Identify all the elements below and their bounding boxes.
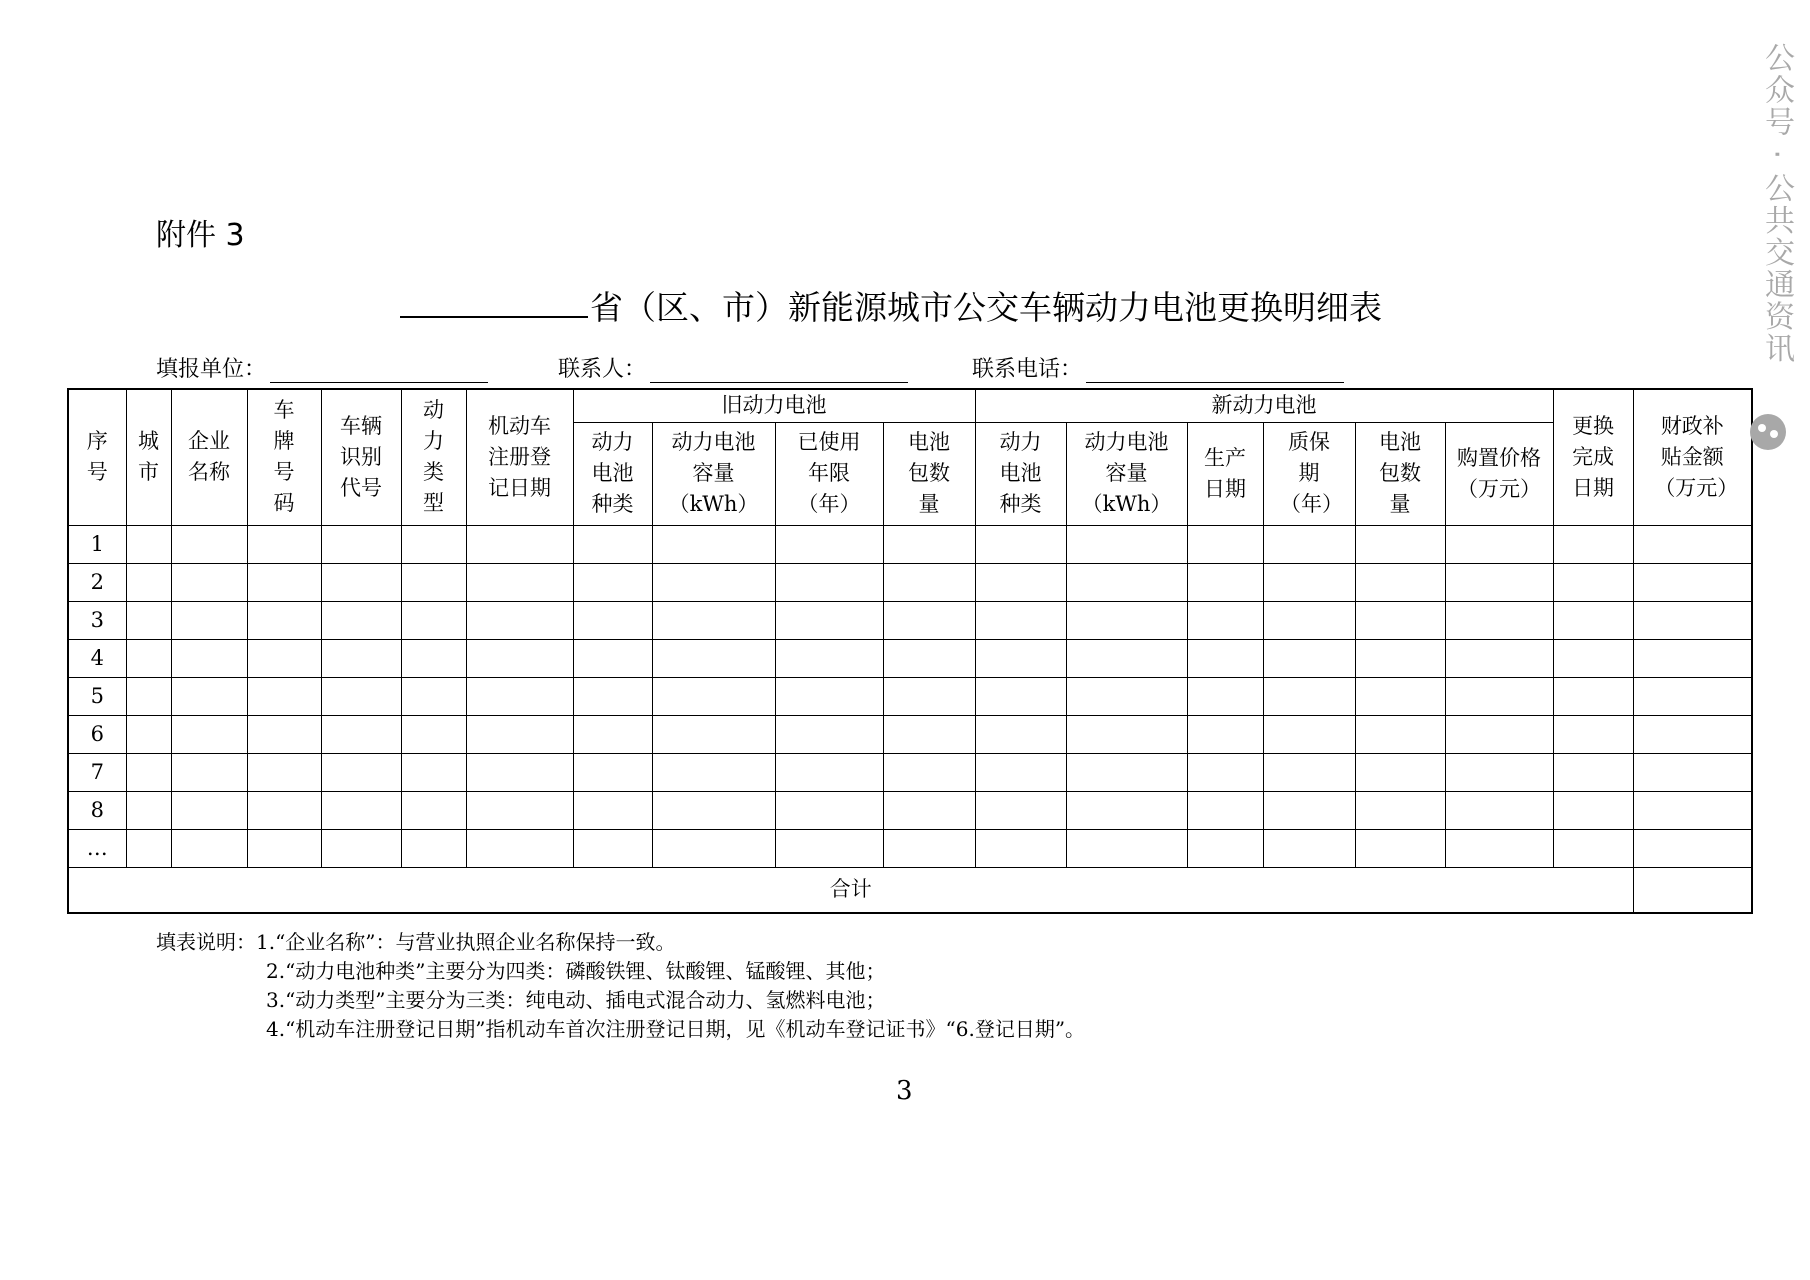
table-cell: [1066, 563, 1187, 601]
table-cell: [883, 791, 975, 829]
battery-replacement-table: [67, 388, 1753, 914]
table-cell: [1066, 715, 1187, 753]
table-cell: [321, 525, 401, 563]
table-cell: [1553, 677, 1633, 715]
table-cell: [466, 563, 573, 601]
table-cell: [247, 715, 321, 753]
table-cell: [171, 753, 247, 791]
contact-blank: [650, 364, 908, 383]
table-cell: [573, 563, 652, 601]
table-cell: [1553, 601, 1633, 639]
table-cell: [401, 715, 466, 753]
table-cell: [321, 563, 401, 601]
phone-field: [972, 352, 1344, 383]
table-cell: [975, 791, 1066, 829]
table-cell: [247, 791, 321, 829]
table-cell: [883, 639, 975, 677]
table-cell: [466, 525, 573, 563]
notes-line-2: [156, 957, 1085, 986]
table-cell: [126, 601, 171, 639]
table-cell: [401, 525, 466, 563]
table-cell: [1066, 639, 1187, 677]
table-cell: [247, 601, 321, 639]
table-row: [68, 715, 1752, 753]
title-row: [400, 278, 1420, 328]
table-cell: [321, 753, 401, 791]
table-cell: [975, 525, 1066, 563]
table-cell: [1633, 753, 1752, 791]
table-cell: [652, 601, 775, 639]
header-power-type: 动力类型: [401, 389, 466, 525]
table-cell: [573, 601, 652, 639]
table-cell: [171, 639, 247, 677]
table-cell: [775, 525, 883, 563]
watermark: [1752, 42, 1792, 462]
table-cell: [652, 677, 775, 715]
table-row: [68, 677, 1752, 715]
notes-line-4: [156, 1015, 1085, 1044]
table-cell: [1187, 525, 1263, 563]
table-cell: [1263, 525, 1355, 563]
table-cell: [573, 829, 652, 867]
table-cell: [1445, 829, 1553, 867]
table-cell: [1445, 601, 1553, 639]
table-cell: [975, 563, 1066, 601]
notes: [156, 928, 1085, 1044]
contact-field: [558, 352, 908, 383]
table-cell: [171, 563, 247, 601]
table-cell: [321, 791, 401, 829]
table-cell: [1355, 715, 1445, 753]
table-row: [68, 601, 1752, 639]
table-cell: [126, 677, 171, 715]
header-new-packs: 电池包数量: [1355, 422, 1445, 525]
row-seq: 7: [68, 753, 126, 791]
table-cell: [1187, 601, 1263, 639]
table-cell: [171, 601, 247, 639]
header-old-packs: 电池包数量: [883, 422, 975, 525]
table-cell: [1553, 715, 1633, 753]
row-seq: 6: [68, 715, 126, 753]
header-city: 城市: [126, 389, 171, 525]
table-cell: [466, 639, 573, 677]
table-cell: [975, 753, 1066, 791]
table-cell: [171, 791, 247, 829]
table-cell: [1355, 791, 1445, 829]
row-seq: 4: [68, 639, 126, 677]
header-new-capacity: 动力电池容量（kWh）: [1066, 422, 1187, 525]
table-cell: [126, 715, 171, 753]
table-cell: [652, 525, 775, 563]
header-vin: 车辆识别代号: [321, 389, 401, 525]
table-cell: [247, 677, 321, 715]
header-old-type: 动力电池种类: [573, 422, 652, 525]
table-cell: [1187, 639, 1263, 677]
table-cell: [1445, 677, 1553, 715]
table-cell: [466, 791, 573, 829]
table-cell: [1633, 525, 1752, 563]
table-cell: [1355, 829, 1445, 867]
wechat-icon: [1750, 414, 1786, 450]
table-cell: [573, 677, 652, 715]
table-cell: [1187, 829, 1263, 867]
table-cell: [126, 639, 171, 677]
table-row: [68, 639, 1752, 677]
table-cell: [247, 829, 321, 867]
header-new-prod-date: 生产日期: [1187, 422, 1263, 525]
table-cell: [1355, 639, 1445, 677]
notes-line-3: [156, 986, 1085, 1015]
table-cell: [1553, 753, 1633, 791]
table-cell: [573, 715, 652, 753]
table-cell: [1553, 791, 1633, 829]
header-subsidy: 财政补贴金额（万元）: [1633, 389, 1752, 525]
table-cell: [883, 563, 975, 601]
table-cell: [1445, 715, 1553, 753]
table-cell: [652, 715, 775, 753]
table-cell: [775, 563, 883, 601]
table-cell: [652, 829, 775, 867]
table-cell: [1263, 639, 1355, 677]
table-cell: [321, 677, 401, 715]
watermark-text: 公众号 · 公共交通资讯: [1759, 42, 1794, 365]
table-cell: [1187, 753, 1263, 791]
row-seq: 1: [68, 525, 126, 563]
table-cell: [1355, 677, 1445, 715]
table-cell: [775, 639, 883, 677]
table-cell: [1445, 639, 1553, 677]
table-cell: [401, 677, 466, 715]
table-cell: [1633, 677, 1752, 715]
header-new-type: 动力电池种类: [975, 422, 1066, 525]
table-cell: [1355, 753, 1445, 791]
table-cell: [975, 677, 1066, 715]
table-row: [68, 525, 1752, 563]
phone-blank: [1086, 364, 1344, 383]
table-cell: [883, 677, 975, 715]
header-old-capacity: 动力电池容量（kWh）: [652, 422, 775, 525]
table-row: [68, 753, 1752, 791]
table-cell: [466, 677, 573, 715]
table-cell: [466, 601, 573, 639]
table-cell: [1263, 753, 1355, 791]
table-cell: [775, 715, 883, 753]
table-cell: [883, 715, 975, 753]
table-cell: [883, 525, 975, 563]
table-cell: [1553, 639, 1633, 677]
header-old-battery: 旧动力电池: [573, 389, 975, 422]
table-cell: [126, 829, 171, 867]
row-seq: …: [68, 829, 126, 867]
table-cell: [247, 563, 321, 601]
table-cell: [1355, 563, 1445, 601]
table-cell: [975, 829, 1066, 867]
table-cell: [1187, 791, 1263, 829]
table-cell: [321, 639, 401, 677]
header-new-warranty: 质保期（年）: [1263, 422, 1355, 525]
phone-label: 联系电话：: [972, 357, 1083, 382]
table-cell: [1633, 791, 1752, 829]
header-new-battery: 新动力电池: [975, 389, 1553, 422]
table-cell: [1066, 677, 1187, 715]
table-cell: [171, 677, 247, 715]
note-item: 2.“动力电池种类”主要分为四类：磷酸铁锂、钛酸锂、锰酸锂、其他；: [266, 959, 886, 983]
header-new-price: 购置价格（万元）: [1445, 422, 1553, 525]
table-cell: [1187, 563, 1263, 601]
table-cell: [573, 639, 652, 677]
row-seq: 2: [68, 563, 126, 601]
table-cell: [775, 829, 883, 867]
table-cell: [466, 829, 573, 867]
table-cell: [652, 753, 775, 791]
note-item: 1.“企业名称”：与营业执照企业名称保持一致。: [256, 930, 676, 954]
table-cell: [1263, 677, 1355, 715]
table-cell: [1263, 829, 1355, 867]
table-cell: [1633, 563, 1752, 601]
table-cell: [1553, 563, 1633, 601]
table-cell: [1355, 525, 1445, 563]
table-cell: [247, 639, 321, 677]
header-seq: 序号: [68, 389, 126, 525]
table-cell: [1066, 753, 1187, 791]
table-cell: [1633, 715, 1752, 753]
table-cell: [652, 639, 775, 677]
table-cell: [247, 525, 321, 563]
table-cell: [883, 601, 975, 639]
table-cell: [883, 753, 975, 791]
table-cell: [466, 753, 573, 791]
table-cell: [1187, 715, 1263, 753]
table-cell: [573, 525, 652, 563]
table-cell: [1263, 601, 1355, 639]
table-cell: [401, 753, 466, 791]
table-cell: [171, 715, 247, 753]
table-cell: [1633, 601, 1752, 639]
page-title: 省（区、市）新能源城市公交车辆动力电池更换明细表: [590, 288, 1382, 327]
table-cell: [401, 563, 466, 601]
table-cell: [652, 563, 775, 601]
row-seq: 8: [68, 791, 126, 829]
table-cell: [1553, 525, 1633, 563]
table-cell: [775, 791, 883, 829]
note-item: 4.“机动车注册登记日期”指机动车首次注册登记日期，见《机动车登记证书》“6.登记日期”。: [266, 1017, 1086, 1041]
table-cell: [573, 791, 652, 829]
contact-label: 联系人：: [558, 357, 647, 382]
table-cell: [1187, 677, 1263, 715]
table-cell: [1445, 563, 1553, 601]
total-subsidy-cell: [1633, 867, 1752, 913]
table-cell: [975, 715, 1066, 753]
table-cell: [775, 677, 883, 715]
table-cell: [975, 639, 1066, 677]
table-cell: [975, 601, 1066, 639]
table-cell: [883, 829, 975, 867]
header-old-years: 已使用年限（年）: [775, 422, 883, 525]
table-cell: [126, 753, 171, 791]
total-label: 合计: [68, 867, 1633, 913]
title-blank-line: [400, 316, 588, 318]
table-cell: [1633, 639, 1752, 677]
table-cell: [1633, 829, 1752, 867]
table-cell: [775, 601, 883, 639]
table-cell: [126, 563, 171, 601]
table-cell: [1445, 791, 1553, 829]
unit-blank: [270, 364, 488, 383]
table-cell: [775, 753, 883, 791]
table-cell: [1263, 563, 1355, 601]
table-cell: [652, 791, 775, 829]
header-replace-date: 更换完成日期: [1553, 389, 1633, 525]
table-cell: [247, 753, 321, 791]
table-cell: [1553, 829, 1633, 867]
table-cell: [401, 791, 466, 829]
table-cell: [466, 715, 573, 753]
table-cell: [1445, 525, 1553, 563]
table-cell: [1066, 791, 1187, 829]
table-cell: [401, 829, 466, 867]
table-cell: [1263, 715, 1355, 753]
attachment-label: 附件 3: [156, 218, 245, 253]
table-cell: [401, 601, 466, 639]
table-cell: [171, 829, 247, 867]
table-cell: [573, 753, 652, 791]
table-cell: [126, 525, 171, 563]
row-seq: 3: [68, 601, 126, 639]
table-cell: [1355, 601, 1445, 639]
table-cell: [171, 525, 247, 563]
table-cell: [1066, 601, 1187, 639]
header-company: 企业名称: [171, 389, 247, 525]
row-seq: 5: [68, 677, 126, 715]
table-row: [68, 829, 1752, 867]
notes-label: 填表说明：: [156, 930, 256, 954]
table-row: [68, 563, 1752, 601]
table-cell: [1263, 791, 1355, 829]
table-cell: [126, 791, 171, 829]
table-cell: [321, 601, 401, 639]
table-row: [68, 791, 1752, 829]
note-item: 3.“动力类型”主要分为三类：纯电动、插电式混合动力、氢燃料电池；: [266, 988, 886, 1012]
table-cell: [401, 639, 466, 677]
table-cell: [321, 829, 401, 867]
table-cell: [1066, 525, 1187, 563]
header-plate: 车牌号码: [247, 389, 321, 525]
unit-label: 填报单位：: [156, 357, 267, 382]
page-number: 3: [896, 1076, 913, 1106]
notes-line-1: [156, 928, 1085, 957]
table-cell: [321, 715, 401, 753]
table-cell: [1445, 753, 1553, 791]
header-reg-date: 机动车注册登记日期: [466, 389, 573, 525]
table-cell: [1066, 829, 1187, 867]
unit-field: [156, 352, 488, 383]
